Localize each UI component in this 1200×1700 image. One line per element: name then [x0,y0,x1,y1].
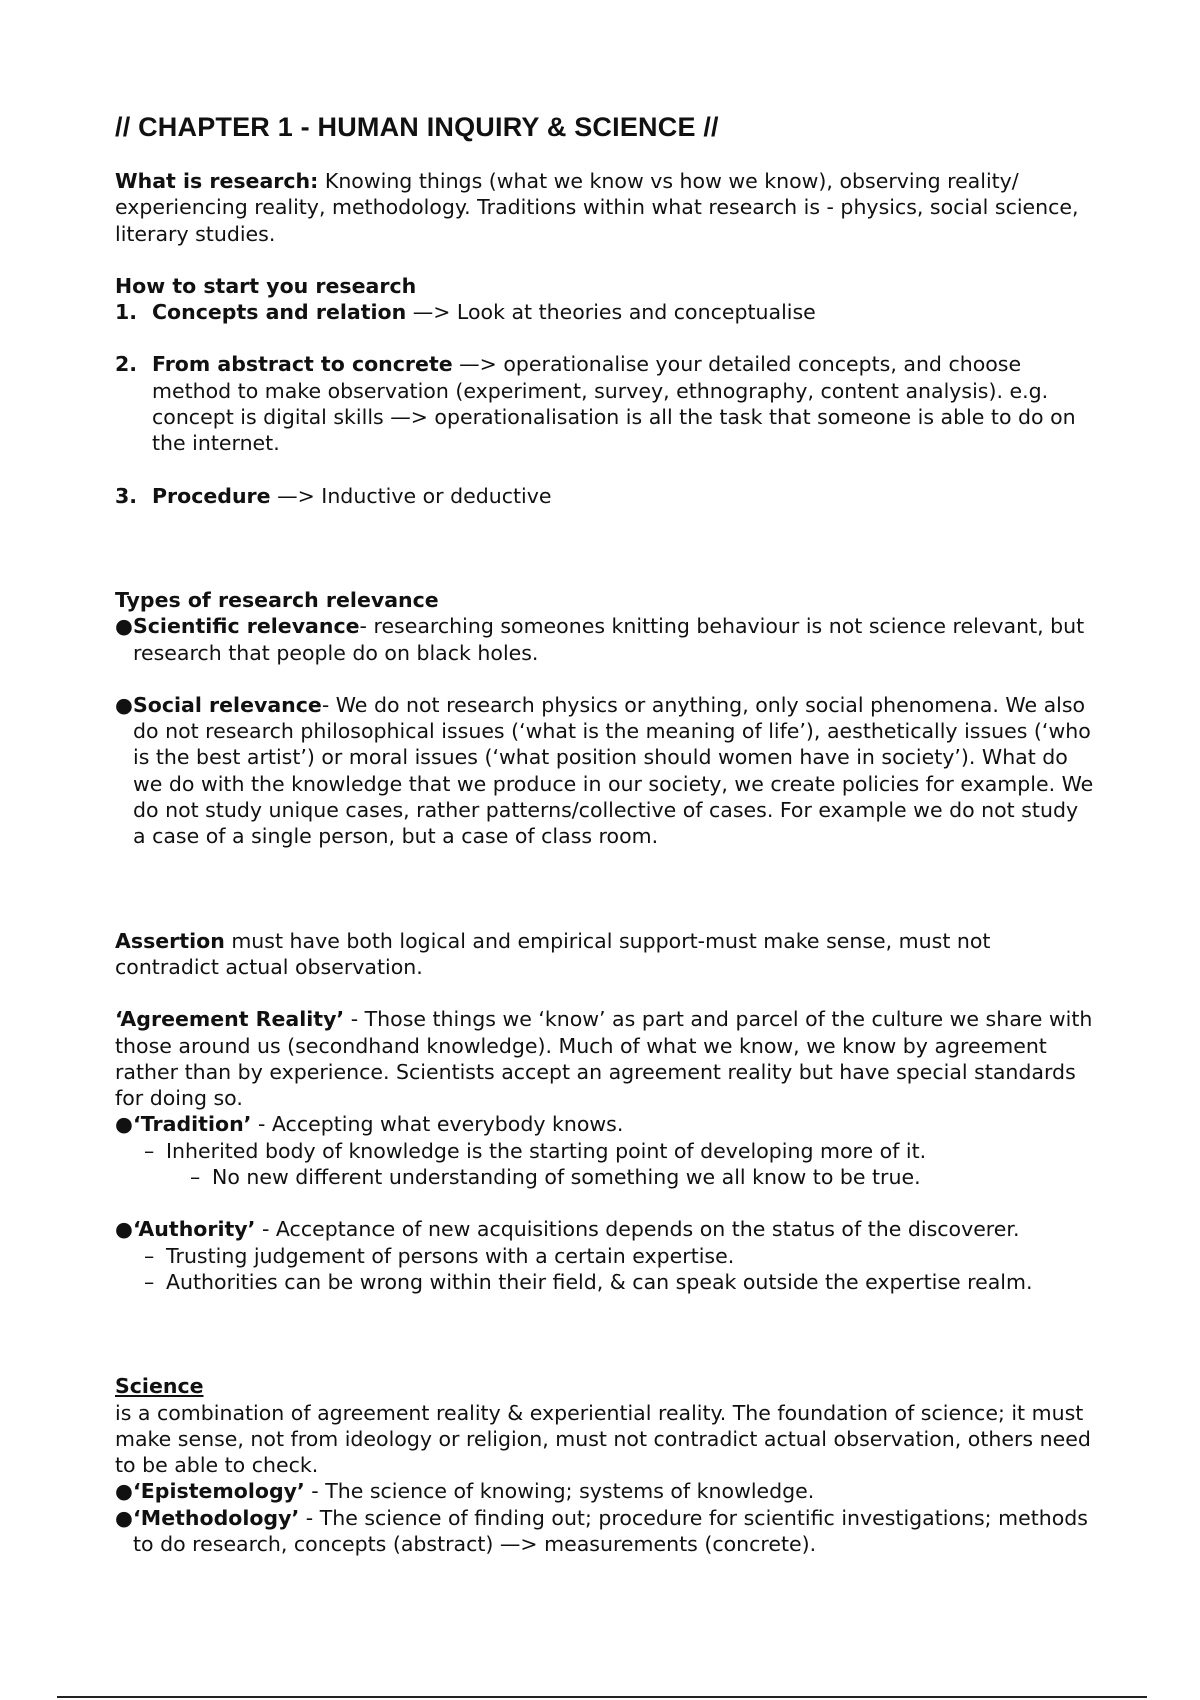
agreement-list [115,1111,1095,1295]
assertion-paragraph: Assertion must have both logical and empirical support-must make sense, must not contradict actual observation. [115,928,991,979]
bullet-icon: ● [115,692,133,717]
research-label: What is research: [115,169,319,193]
list-item: – No new different understanding of something we all know to be true. [190,1165,921,1190]
list-item: – Trusting judgement of persons with a certain expertise. [144,1243,735,1268]
list-item: ● ‘Methodology’ - The science of finding out; procedure for scientific investigations; methods to do research, concepts (abstract) —> measurements (concrete). [115,1505,1088,1556]
science-list [115,1478,1095,1557]
relevance-list [115,613,1095,849]
list-item: – Inherited body of knowledge is the starting point of developing more of it. – No new different understanding of something we all know to be true. [144,1138,1095,1191]
bullet-icon: ● [115,1505,133,1530]
list-item: ● Social relevance- We do not research physics or anything, only social phenomena. We also do not research philosophical issues (‘what is the meaning of life’), aesthetically issues (‘who is the best artist’) or moral issues (‘what position should women have in society’). What do we do with the knowledge that we produce in our society, we create policies for example. We do not study unique cases, rather patterns/collective of cases. For example we do not study a case of a single person, but a case of class room. [115,692,1094,849]
list-item: 3. Procedure —> Inductive or deductive [115,483,552,508]
agreement-paragraph: ‘Agreement Reality’ - Those things we ‘know’ as part and parcel of the culture we share with those around us (secondhand knowledge). Much of what we know, we know by agreement rather than by experience. Scientists accept an agreement reality but have special standards for doing so. [115,1007,1093,1111]
dash-icon: – [144,1269,155,1294]
footer-rule [57,1696,1147,1698]
chapter-title: // CHAPTER 1 - HUMAN INQUIRY & SCIENCE // [115,112,719,142]
bullet-icon: ● [115,614,133,639]
list-item: ● ‘Tradition’ - Accepting what everybody knows. – Inherited body of knowledge is the starting point of developing more of it. – No new different understanding of something we all know to be true. [115,1111,1095,1190]
list-item: – Authorities can be wrong within their field, & can speak outside the expertise realm. [144,1269,1033,1294]
science-heading: Science [115,1374,204,1399]
start-heading: How to start you research [115,273,417,298]
relevance-heading: Types of research relevance [115,587,439,612]
bullet-icon: ● [115,1217,133,1242]
list-item: ● Scientific relevance- researching someones knitting behaviour is not science relevant, but research that people do on black holes. [115,614,1085,665]
dash-icon: – [190,1165,201,1190]
research-paragraph [115,168,1095,247]
list-item: 2. From abstract to concrete —> operationalise your detailed concepts, and choose method to make observation (experiment, survey, ethnography, content analysis). e.g. concept is digital skills —> operationalisation is all the task that someone is able to do on the internet. [115,352,1076,456]
research-text: Knowing things (what we know vs how we know), observing reality/ experiencing reality, methodology. Traditions within what research is - physics, social science, literary studies. [115,169,1079,246]
list-item: ● ‘Authority’ - Acceptance of new acquisitions depends on the status of the discoverer. – Trusting judgement of persons with a certain expertise. – Authorities can be wrong within their field, & can speak outside the expertise realm. [115,1216,1095,1295]
dash-icon: – [144,1243,155,1268]
list-item: 1. Concepts and relation —> Look at theories and conceptualise [115,300,816,325]
science-paragraph: is a combination of agreement reality & experiential reality. The foundation of science; it must make sense, not from ideology or religion, must not contradict actual observation, others need to be able to check. [115,1400,1091,1478]
dash-icon: – [144,1138,155,1163]
list-item: ● ‘Epistemology’ - The science of knowing; systems of knowledge. [115,1479,815,1504]
bullet-icon: ● [115,1479,133,1504]
bullet-icon: ● [115,1112,133,1137]
steps-list [115,299,1095,509]
document-page [115,110,1095,1557]
